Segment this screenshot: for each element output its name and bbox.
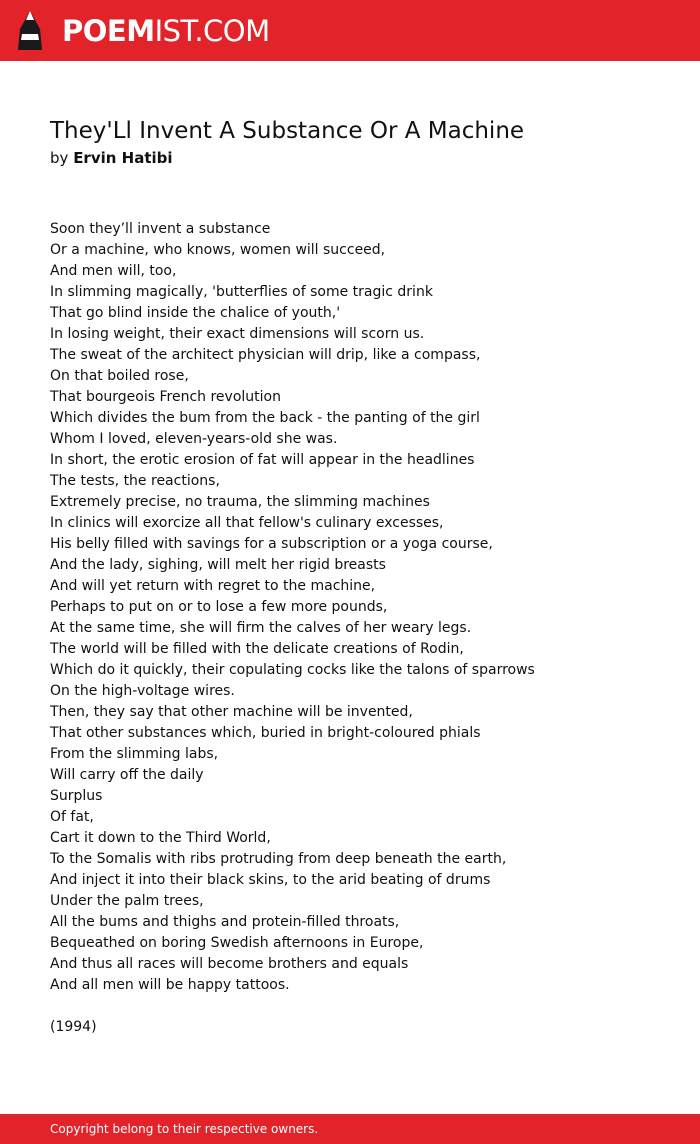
pencil-tip-icon[interactable] xyxy=(17,10,43,51)
poem-line: That bourgeois French revolution xyxy=(50,389,281,405)
site-footer xyxy=(0,1114,700,1144)
poem-line: His belly filled with savings for a subscription or a yoga course, xyxy=(50,536,493,552)
site-logo[interactable] xyxy=(62,12,270,50)
poem-line: And thus all races will become brothers and equals xyxy=(50,956,409,972)
poem-line: The tests, the reactions, xyxy=(50,473,220,489)
poem-year: (1994) xyxy=(50,1019,97,1035)
poem-line: Soon they’ll invent a substance xyxy=(50,221,271,237)
poem-line: In slimming magically, 'butterflies of some tragic drink xyxy=(50,284,433,300)
poem-line: The world will be filled with the delicate creations of Rodin, xyxy=(50,641,464,657)
poem-line: And all men will be happy tattoos. xyxy=(50,977,290,993)
logo-bold-text: POEM xyxy=(62,14,155,48)
site-header xyxy=(0,0,700,61)
poem-line: Cart it down to the Third World, xyxy=(50,830,271,846)
poem-line: Then, they say that other machine will be invented, xyxy=(50,704,413,720)
poem-line: Which divides the bum from the back - the panting of the girl xyxy=(50,410,480,426)
poem-line: On the high-voltage wires. xyxy=(50,683,235,699)
poem-line: On that boiled rose, xyxy=(50,368,189,384)
poem-line: Which do it quickly, their copulating cocks like the talons of sparrows xyxy=(50,662,535,678)
poem-line: Extremely precise, no trauma, the slimming machines xyxy=(50,494,430,510)
poem-line: At the same time, she will firm the calves of her weary legs. xyxy=(50,620,472,636)
poem-line: Whom I loved, eleven-years-old she was. xyxy=(50,431,338,447)
poem-line: That go blind inside the chalice of youth,' xyxy=(50,305,341,321)
poem-line: In short, the erotic erosion of fat will appear in the headlines xyxy=(50,452,475,468)
poem-line: From the slimming labs, xyxy=(50,746,219,762)
poem-line: Perhaps to put on or to lose a few more pounds, xyxy=(50,599,388,615)
poem-title: They'Ll Invent A Substance Or A Machine xyxy=(50,118,525,144)
poem-line: All the bums and thighs and protein-filled throats, xyxy=(50,914,400,930)
poem-line: In clinics will exorcize all that fellow's culinary excesses, xyxy=(50,515,444,531)
poem-line: And will yet return with regret to the machine, xyxy=(50,578,376,594)
poem-line: Of fat, xyxy=(50,809,94,825)
poem-line: Bequeathed on boring Swedish afternoons in Europe, xyxy=(50,935,424,951)
poem-body xyxy=(50,219,670,1038)
poem-line: Under the palm trees, xyxy=(50,893,204,909)
poem-line: And the lady, sighing, will melt her rigid breasts xyxy=(50,557,386,573)
poem-line: Or a machine, who knows, women will succeed, xyxy=(50,242,386,258)
poem-line: In losing weight, their exact dimensions will scorn us. xyxy=(50,326,425,342)
logo-light-text: IST.COM xyxy=(154,14,270,48)
poem-line: Will carry off the daily xyxy=(50,767,204,783)
poem-line: Surplus xyxy=(50,788,103,804)
byline xyxy=(50,148,173,169)
author-name: Ervin Hatibi xyxy=(73,149,173,167)
by-label: by xyxy=(50,149,69,167)
copyright-notice: Copyright belong to their respective owners. xyxy=(50,1122,319,1136)
poem-line: That other substances which, buried in bright-coloured phials xyxy=(50,725,481,741)
poem-line: And inject it into their black skins, to the arid beating of drums xyxy=(50,872,491,888)
poem-line: The sweat of the architect physician will drip, like a compass, xyxy=(50,347,481,363)
poem-line: To the Somalis with ribs protruding from deep beneath the earth, xyxy=(50,851,507,867)
poem-line: And men will, too, xyxy=(50,263,177,279)
